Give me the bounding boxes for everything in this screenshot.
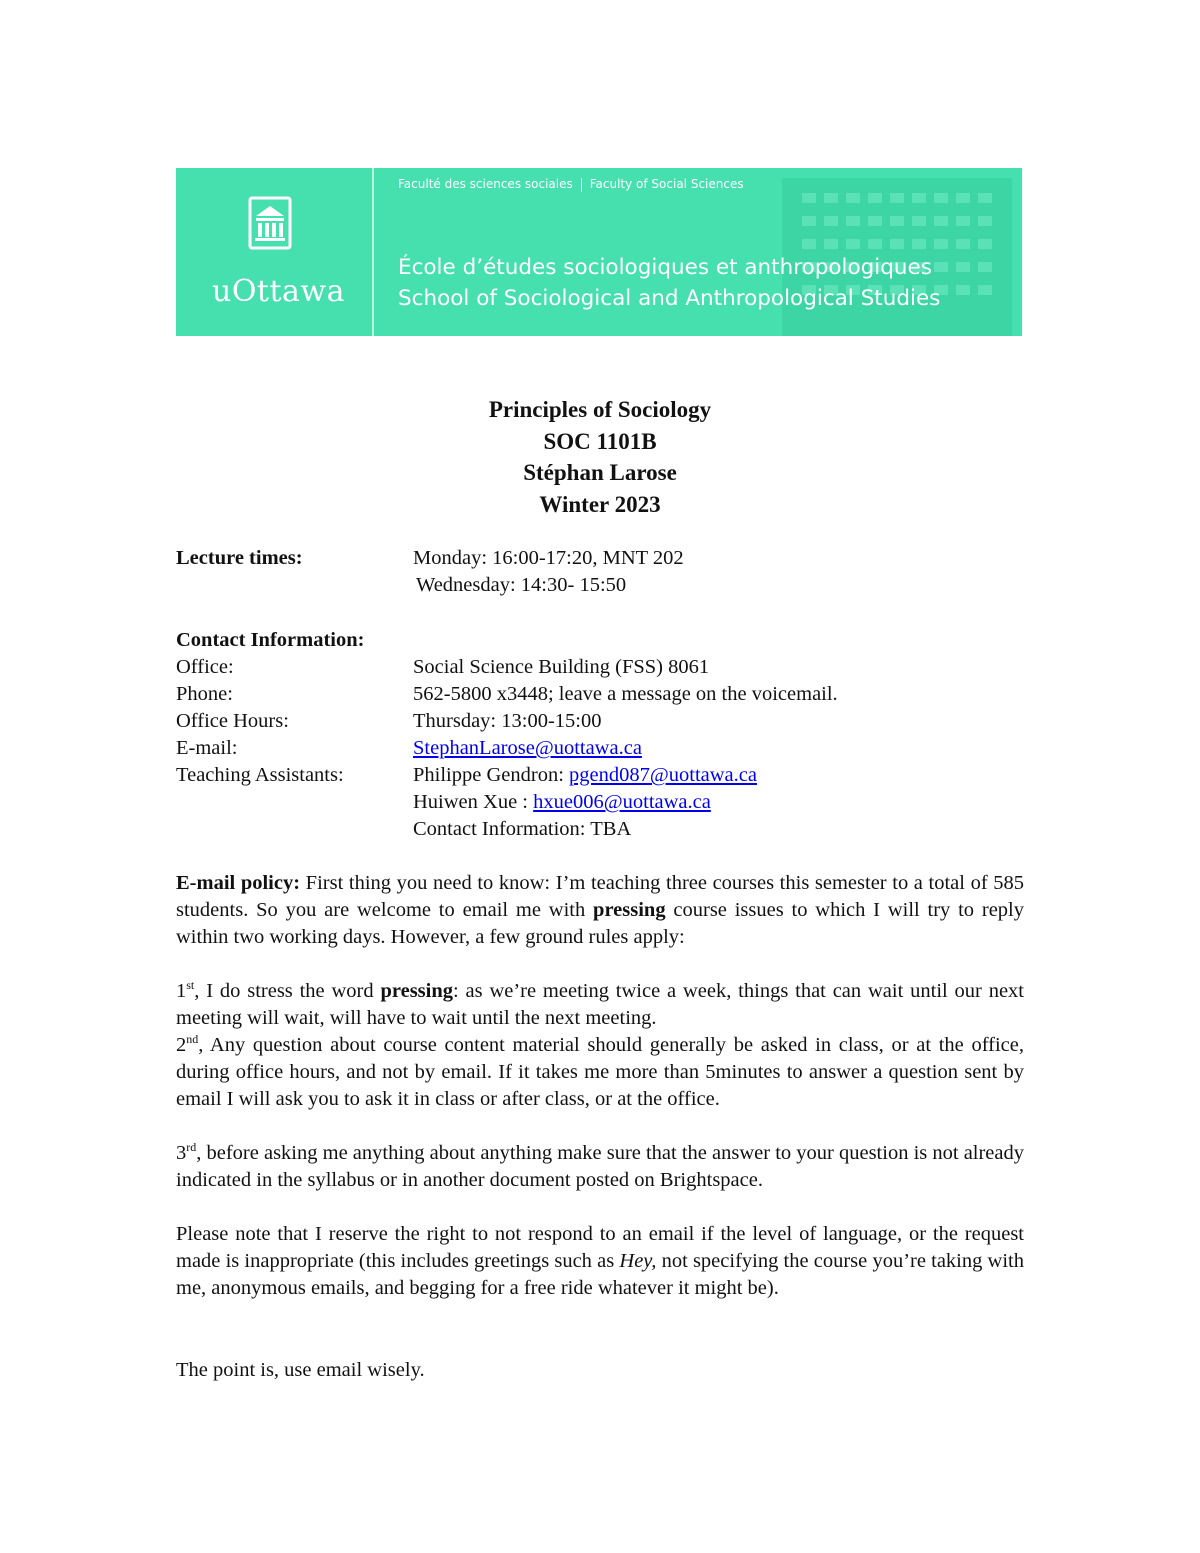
email-policy-intro: E-mail policy: First thing you need to know: I’m teaching three courses this semester to a total of 585 students. So you are welcome to email me with pressing course issues to which I will try to reply within two working days. However, a few ground rules apply: (176, 872, 1025, 948)
instructor-name: Stéphan Larose (523, 460, 677, 485)
course-code: SOC 1101B (543, 428, 657, 454)
rule-second: 2nd, Any question about course content material should generally be asked in class, or at the office, during office hours, and not by email. If it takes me more than 5minutes to answer a question sent by email I will ask you to ask it in class or after class, or at the office. (176, 1032, 1024, 1110)
school-name-fr: École d’études sociologiques et anthropologiques (398, 255, 932, 280)
ta-philippe: Philippe Gendron: pgend087@uottawa.ca (413, 764, 757, 786)
email-label: E-mail: (176, 737, 238, 759)
office-hours-value: Thursday: 13:00-15:00 (413, 710, 602, 732)
course-title-block (0, 394, 1200, 520)
school-name-en: School of Sociological and Anthropological Studies (398, 286, 941, 311)
phone-label: Phone: (176, 683, 233, 705)
instructor-email-link[interactable]: StephanLarose@uottawa.ca (413, 737, 642, 759)
ta-huiwen: Huiwen Xue : hxue006@uottawa.ca (413, 791, 711, 813)
closing-line: The point is, use email wisely. (176, 1359, 425, 1381)
uottawa-building-icon (246, 194, 294, 252)
ta-philippe-email-link[interactable]: pgend087@uottawa.ca (569, 764, 757, 786)
email-value (413, 735, 642, 762)
ta-huiwen-email-link[interactable]: hxue006@uottawa.ca (533, 791, 711, 813)
lecture-time-wednesday: Wednesday: 14:30- 15:50 (416, 574, 627, 596)
course-term: Winter 2023 (539, 491, 661, 517)
faculty-name: Faculté des sciences sociales Faculty of Social Sciences (398, 177, 744, 191)
header-banner (176, 168, 1022, 336)
office-label: Office: (176, 656, 234, 678)
office-hours-label: Office Hours: (176, 710, 289, 732)
rule-third: 3rd, before asking me anything about anything make sure that the answer to your question is not already indicated in the syllabus or in another document posted on Brightspace. (176, 1140, 1025, 1191)
teaching-assistants-label: Teaching Assistants: (176, 764, 344, 786)
banner-divider (372, 168, 374, 336)
contact-heading: Contact Information: (176, 629, 365, 651)
school-name (398, 252, 940, 314)
ta-contact-tba: Contact Information: TBA (413, 818, 632, 840)
rule-first: 1st, I do stress the word pressing: as we’re meeting twice a week, things that can wait until our next meeting will wait, will have to wait until the next meeting. (176, 978, 1025, 1029)
note-paragraph: Please note that I reserve the right to not respond to an email if the level of language, or the request made is inappropriate (this includes greetings such as Hey, not specifying the course you’re taking with me, anonymous emails, and begging for a free ride whatever it might be). (176, 1223, 1024, 1299)
phone-value: 562-5800 x3448; leave a message on the voicemail. (413, 683, 838, 705)
uottawa-logo: uOttawa (212, 274, 345, 309)
lecture-time-monday: Monday: 16:00-17:20, MNT 202 (413, 547, 684, 569)
office-value: Social Science Building (FSS) 8061 (413, 656, 710, 678)
course-title: Principles of Sociology (488, 397, 712, 422)
lecture-times-label: Lecture times: (176, 547, 303, 569)
